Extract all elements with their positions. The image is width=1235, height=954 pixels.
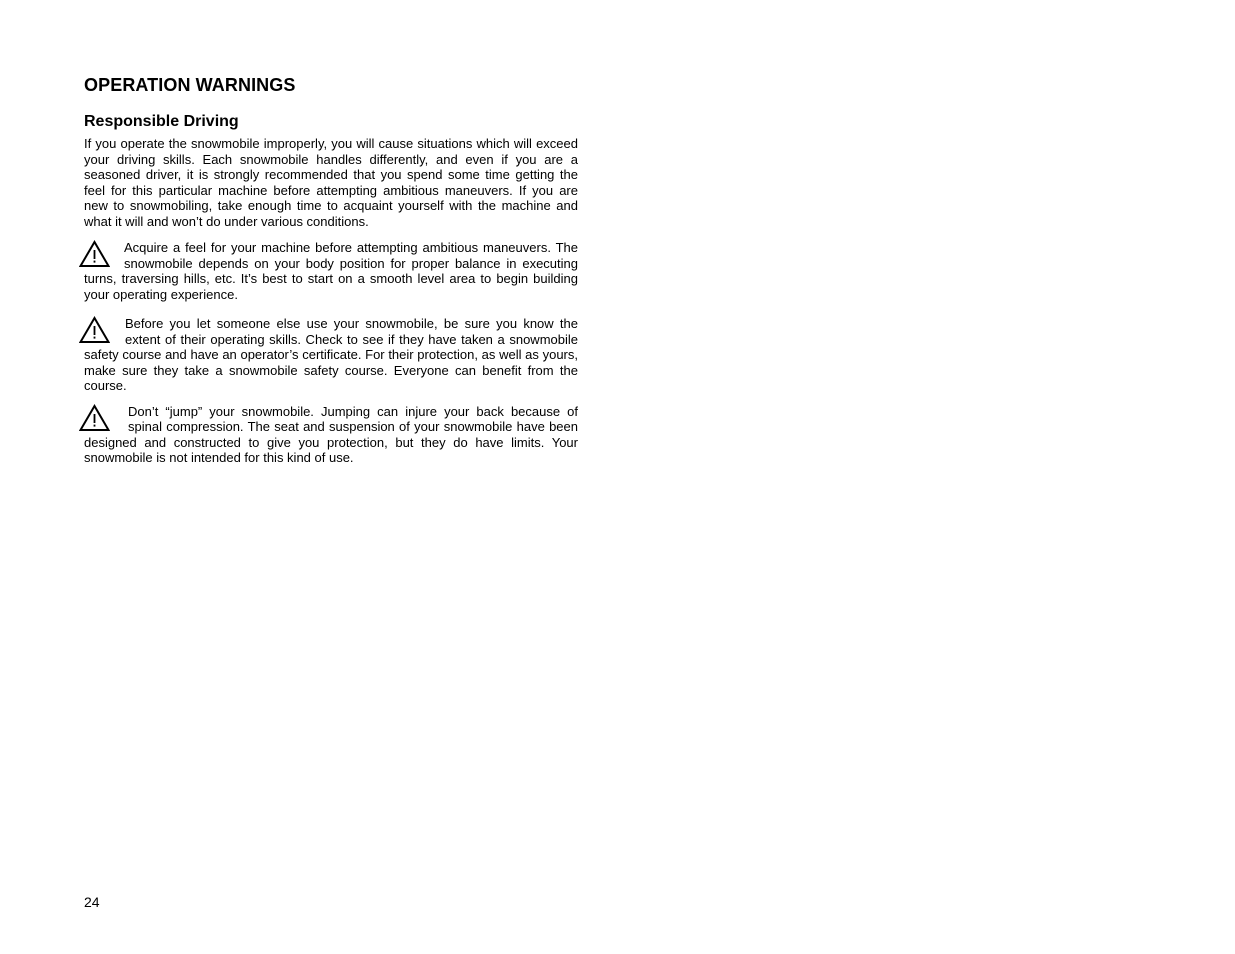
page-content [84,74,578,466]
warning-triangle-icon [79,240,110,268]
warning-text: Before you let someone else use your snowmobile, be sure you know the extent of their operating skills. Check to see if they have taken a snowmobile safety course and have an operator’s certificate. For their protection, as well as yours, make sure they take a snowmobile safety course. Everyone can benefit from the course. [84,316,578,393]
page-number: 24 [84,894,100,910]
warning-block [84,404,578,466]
warning-text: Acquire a feel for your machine before attempting ambitious maneuvers. The snowmobile depends on your body position for proper balance in executing turns, traversing hills, etc. It’s best to start on a smooth level area to begin building your operating experience. [84,240,578,302]
warning-block [84,240,578,302]
section-title: OPERATION WARNINGS [84,75,296,95]
warning-triangle-icon [79,404,110,432]
warning-triangle-icon [79,316,110,344]
intro-paragraph: If you operate the snowmobile improperly, you will cause situations which will exceed your driving skills. Each snowmobile handles differently, and even if you are a seasoned driver, it is strongly recommended that you spend some time getting the feel for this particular machine before attempting ambitious maneuvers. If you are new to snowmobiling, take enough time to acquaint yourself with the machine and what it will and won’t do under various conditions. [84,136,578,229]
subsection-title: Responsible Driving [84,113,239,130]
warning-text: Don’t “jump” your snowmobile. Jumping can injure your back because of spinal compression. The seat and suspension of your snowmobile have been designed and constructed to give you protection, but they do have limits. Your snowmobile is not intended for this kind of use. [84,403,578,465]
warning-block [84,316,578,394]
